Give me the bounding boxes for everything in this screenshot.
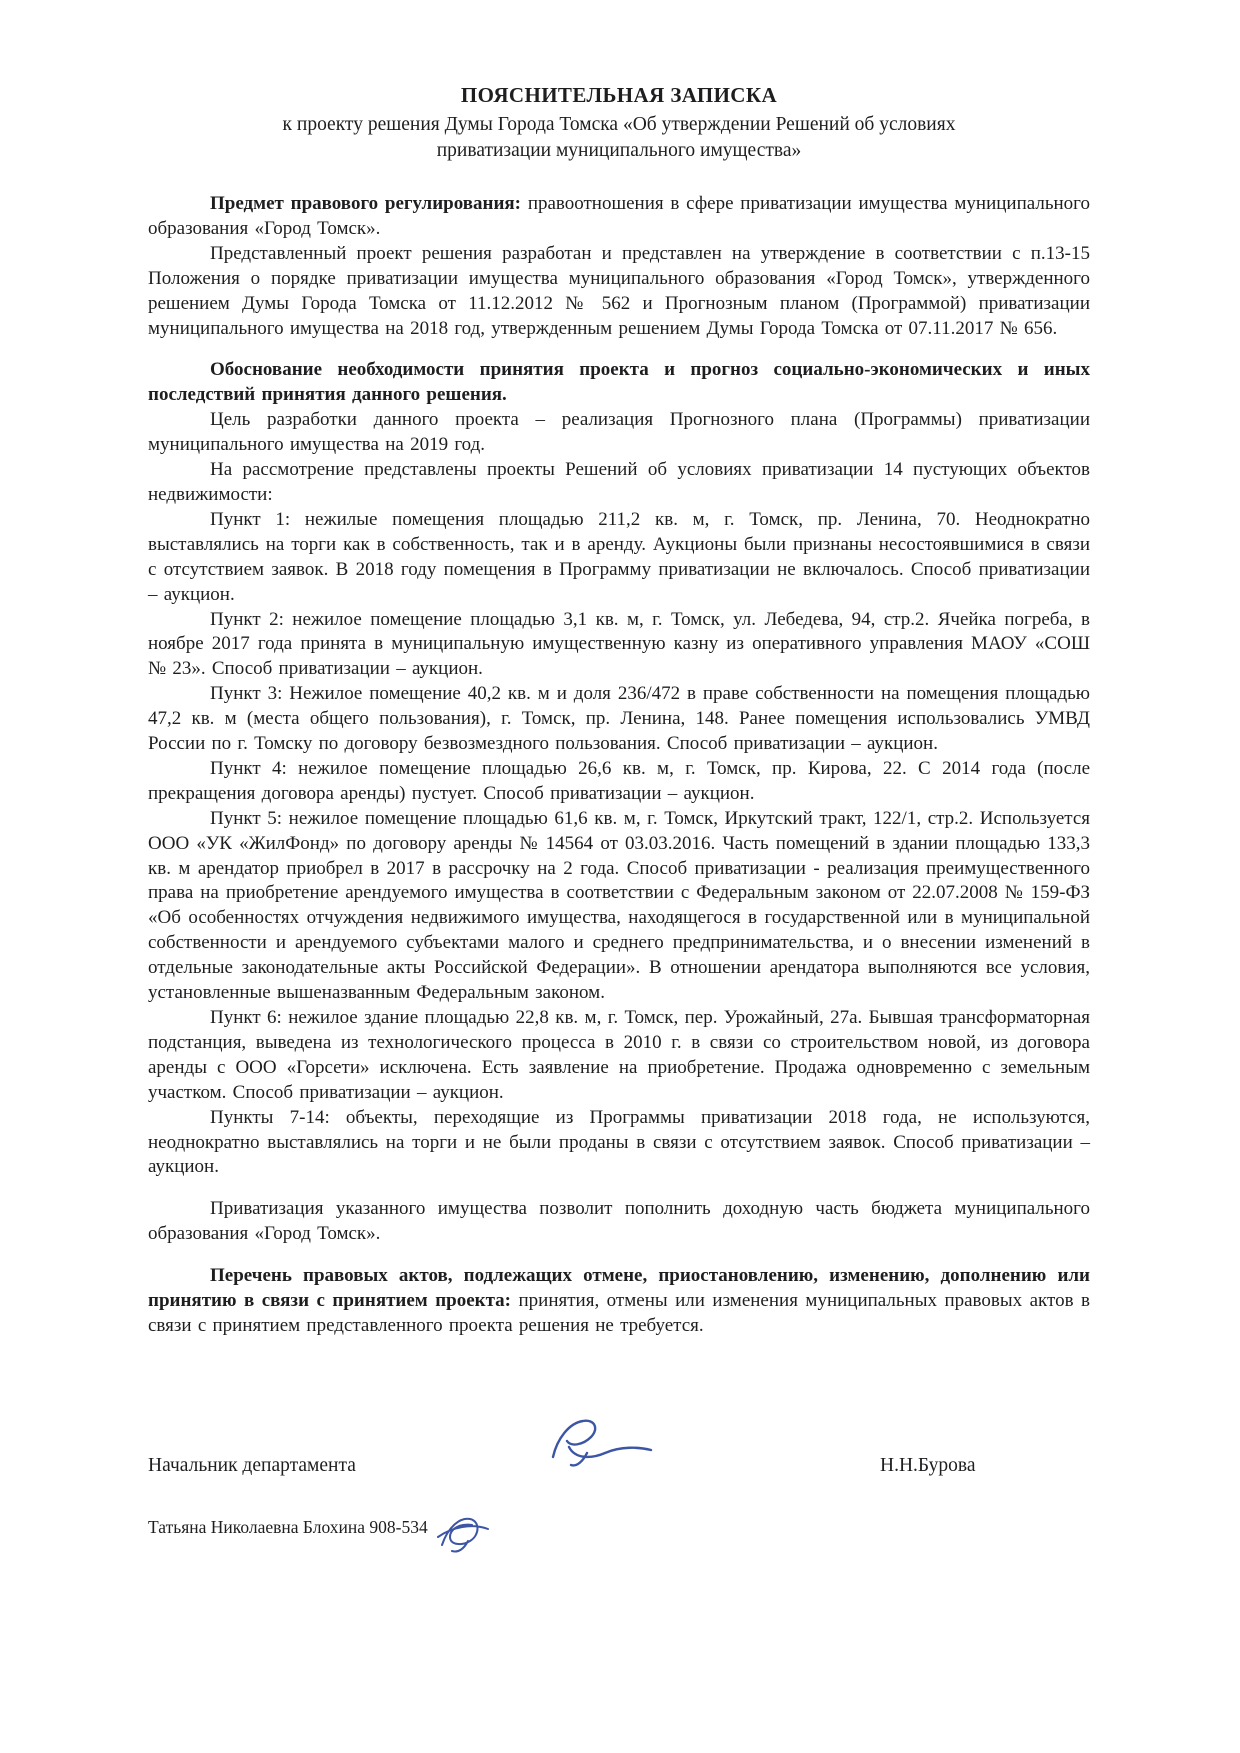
paragraph-item-1: Пункт 1: нежилые помещения площадью 211,2 кв. м, г. Томск, пр. Ленина, 70. Неоднократно выставлялись на торги как в собственность, так и в аренду. Аукционы были признаны несостоявшимися в связи с отсутствием заявок. В 2018 году помещения в Программу приватизации не включалось. Способ приватизации – аукцион. (148, 508, 1090, 605)
paragraph-basis: Представленный проект решения разработан и представлен на утверждение в соответствии с п.13-15 Положения о порядке приватизации имущества муниципального образования «Город Томск», утвержденного решением Думы Города Томска от 11.12.2012 № 562 и Прогнозным планом (Программой) приватизации муниципального имущества на 2018 год, утвержденным решением Думы Города Томска от 07.11.2017 № 656. (148, 242, 1090, 339)
executor-contact: Татьяна Николаевна Блохина 908-534 (148, 1516, 428, 1537)
document-title: ПОЯСНИТЕЛЬНАЯ ЗАПИСКА (460, 83, 778, 107)
executor-footer (148, 1503, 1090, 1552)
subject-label: Предмет правового регулирования: (210, 193, 522, 214)
paragraph-item-2: Пункт 2: нежилое помещение площадью 3,1 кв. м, г. Томск, ул. Лебедева, 94, стр.2. Ячейка погреба, в ноябре 2017 года принята в муниципальную имущественную казну из оперативного управления МАОУ «СОШ № 23». Способ приватизации – аукцион. (148, 608, 1090, 680)
paragraph-item-6: Пункт 6: нежилое здание площадью 22,8 кв. м, г. Томск, пер. Урожайный, 27а. Бывшая трансформаторная подстанция, выведена из технологического процесса в 2010 г. в связи со строительством новой, из договора аренды с ООО «Горсети» исключена. Есть заявление на приобретение. Продажа одновременно с земельным участком. Способ приватизации – аукцион. (148, 1007, 1090, 1103)
acts-text: принятия, отмены или изменения муниципальных правовых актов в связи с принятием представленного проекта решения не требуется. (148, 1290, 1090, 1336)
handwritten-signature-icon (539, 1413, 659, 1483)
paragraph-justification-heading: Обоснование необходимости принятия проекта и прогноз социально-экономических и иных последствий принятия данного решения. (148, 359, 1090, 406)
paragraph-goal: Цель разработки данного проекта – реализация Прогнозного плана (Программы) приватизации муниципального имущества на 2019 год. (148, 409, 1090, 456)
paragraph-item-4: Пункт 4: нежилое помещение площадью 26,6 кв. м, г. Томск, пр. Кирова, 22. С 2014 года (после прекращения договора аренды) пустует. Способ приватизации – аукцион. (148, 757, 1090, 804)
paragraph-items-7-14: Пункты 7-14: объекты, переходящие из Программы приватизации 2018 года, не используются, неоднократно выставлялись на торги и не были проданы в связи с отсутствием заявок. Способ приватизации – аукцион. (148, 1106, 1090, 1178)
signer-position-title: Начальник департамента (148, 1454, 356, 1476)
paragraph-acts (148, 1264, 1090, 1339)
signature-block (148, 1407, 1090, 1477)
paragraph-intro-items: На рассмотрение представлены проекты Решений об условиях приватизации 14 пустующих объектов недвижимости: (148, 459, 1090, 505)
paragraph-subject (148, 192, 1090, 242)
paragraph-conclusion: Приватизация указанного имущества позволит пополнить доходную часть бюджета муниципального образования «Город Томск». (148, 1198, 1090, 1245)
signer-name: Н.Н.Бурова (880, 1454, 976, 1476)
acts-label: Перечень правовых актов, подлежащих отмене, приостановлению, изменению, дополнению или принятию в связи с принятием проекта: (148, 1265, 1090, 1312)
document-body (148, 192, 1090, 1339)
paragraph-item-3: Пункт 3: Нежилое помещение 40,2 кв. м и доля 236/472 в праве собственности на помещения площадью 47,2 кв. м (места общего пользования), г. Томск, пр. Ленина, 148. Ранее помещения использовались УМВД России по г. Томску по договору безвозмездного пользования. Способ приватизации – аукцион. (148, 683, 1090, 755)
subject-text: правоотношения в сфере приватизации имущества муниципального образования «Город Томск». (148, 193, 1091, 239)
document-subtitle: к проекту решения Думы Города Томска «Об утверждении Решений об условиях приватизации муниципального имущества» (282, 114, 956, 161)
paragraph-item-5: Пункт 5: нежилое помещение площадью 61,6 кв. м, г. Томск, Иркутский тракт, 122/1, стр.2. Используется ООО «УК «ЖилФонд» по договору аренды № 14564 от 03.03.2016. Часть помещений в здании площадью 133,3 кв. м арендатор приобрел в 2017 в рассрочку на 2 года. Способ приватизации - реализация преимущественного права на приобретение арендуемого имущества в соответствии с Федеральным законом от 22.07.2008 № 159-ФЗ «Об особенностях отчуждения недвижимого имущества, находящегося в государственной или в муниципальной собственности и арендуемого субъектами малого и среднего предпринимательства, и о внесении изменений в отдельные законодательные акты Российской Федерации». В отношении арендатора выполняются все условия, установленные вышеназванным Федеральным законом. (148, 807, 1090, 1004)
executor-signature-icon (434, 1511, 492, 1560)
